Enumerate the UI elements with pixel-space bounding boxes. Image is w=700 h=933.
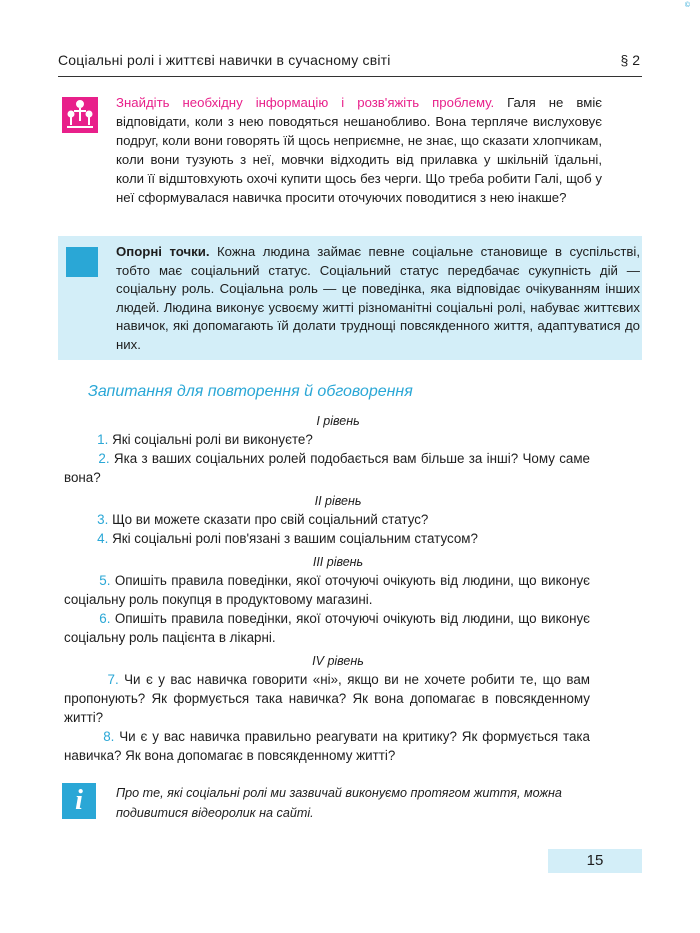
- header-title: Соціальні ролі і життєві навички в сучасному світі: [58, 52, 391, 68]
- question-item: [86, 430, 590, 449]
- task-body: Галя не вміє відповідати, коли з нею поводяться нешанобливо. Вона терпляче вислуховує подруг, коли вони говорять їй щось неприємне, не знає, що сказати хлопчикам, коли вони тузують з неї, мовчки відходить від прилавка у шкільній їдальні, коли її відштовхують охочі купити щось без черги. Що треба робити Галі, щоб у неї сформувалася навичка просити оточуючих поводитися з нею інакше?: [116, 95, 602, 205]
- question-item: [64, 609, 590, 647]
- corner-mark: ©: [684, 2, 690, 9]
- question-number: 7.: [107, 672, 119, 687]
- task-text: [116, 93, 602, 207]
- question-item: [64, 449, 590, 487]
- key-points-lead: Опорні точки.: [116, 244, 210, 259]
- level-label: І рівень: [316, 414, 360, 428]
- people-group-icon: [62, 97, 98, 133]
- section-number: § 2: [620, 52, 640, 68]
- question-text: Чи є у вас навичка говорити «ні», якщо ви не хочете робити те, що вам пропонують? Як формується така навичка? Як вона допомагає в повсякденному житті?: [64, 672, 590, 725]
- question-text: Які соціальні ролі ви виконуєте?: [108, 432, 313, 447]
- task-block: [62, 93, 602, 207]
- running-header: [58, 52, 642, 77]
- key-points-block: [58, 236, 642, 360]
- questions-heading: Запитання для повторення й обговорення: [88, 383, 413, 400]
- question-text: Яка з ваших соціальних ролей подобається вам більше за інші? Чому саме вона?: [64, 451, 590, 485]
- question-item: [64, 670, 590, 727]
- key-points-text: [116, 243, 640, 354]
- key-points-body: Кожна людина займає певне соціальне становище в суспільстві, тобто має соціальний статус. Соціальний статус передбачає сукупність дій — соціальну роль. Соціальна роль — це поведінка, яка відповідає очікуванням інших людей. Людина виконує усвоєму житті різноманітні соціальні ролі, набуває життєвих навичок, які допомагають їй долати труднощі повсякденного життя, адаптуватися до них.: [116, 244, 640, 352]
- question-number: 5.: [99, 573, 111, 588]
- question-text: Які соціальні ролі пов'язані з вашим соціальним статусом?: [108, 531, 478, 546]
- question-text: Опишіть правила поведінки, якої оточуючі очікують від людини, що виконує соціальну роль пацієнта в лікарні.: [64, 611, 590, 645]
- info-icon: i: [62, 783, 96, 819]
- level-label: ІІІ рівень: [312, 555, 364, 569]
- question-number: 2.: [98, 451, 110, 466]
- key-points-marker-icon: [66, 247, 98, 277]
- question-item: [64, 727, 590, 765]
- question-number: 6.: [99, 611, 111, 626]
- page-number: 15: [548, 849, 642, 873]
- questions-section: [64, 383, 590, 765]
- info-block: [62, 783, 602, 823]
- info-text: Про те, які соціальні ролі ми зазвичай виконуємо протягом життя, можна подивитися відеоролик на сайті.: [116, 786, 562, 820]
- question-number: 3.: [97, 512, 109, 527]
- level-label: IV рівень: [312, 654, 364, 668]
- task-lead: Знайдіть необхідну інформацію і розв'яжіть проблему.: [116, 95, 495, 110]
- question-item: [86, 529, 590, 548]
- question-number: 1.: [97, 432, 109, 447]
- question-item: [64, 571, 590, 609]
- question-item: [86, 510, 590, 529]
- question-text: Опишіть правила поведінки, якої оточуючі очікують від людини, що виконує соціальну роль покупця в продуктовому магазині.: [64, 573, 590, 607]
- question-text: Що ви можете сказати про свій соціальний статус?: [108, 512, 429, 527]
- question-text: Чи є у вас навичка правильно реагувати на критику? Як формується така навичка? Як вона допомагає в повсякденному житті?: [64, 729, 590, 763]
- level-label: ІІ рівень: [314, 494, 362, 508]
- question-number: 8.: [103, 729, 115, 744]
- question-number: 4.: [97, 531, 109, 546]
